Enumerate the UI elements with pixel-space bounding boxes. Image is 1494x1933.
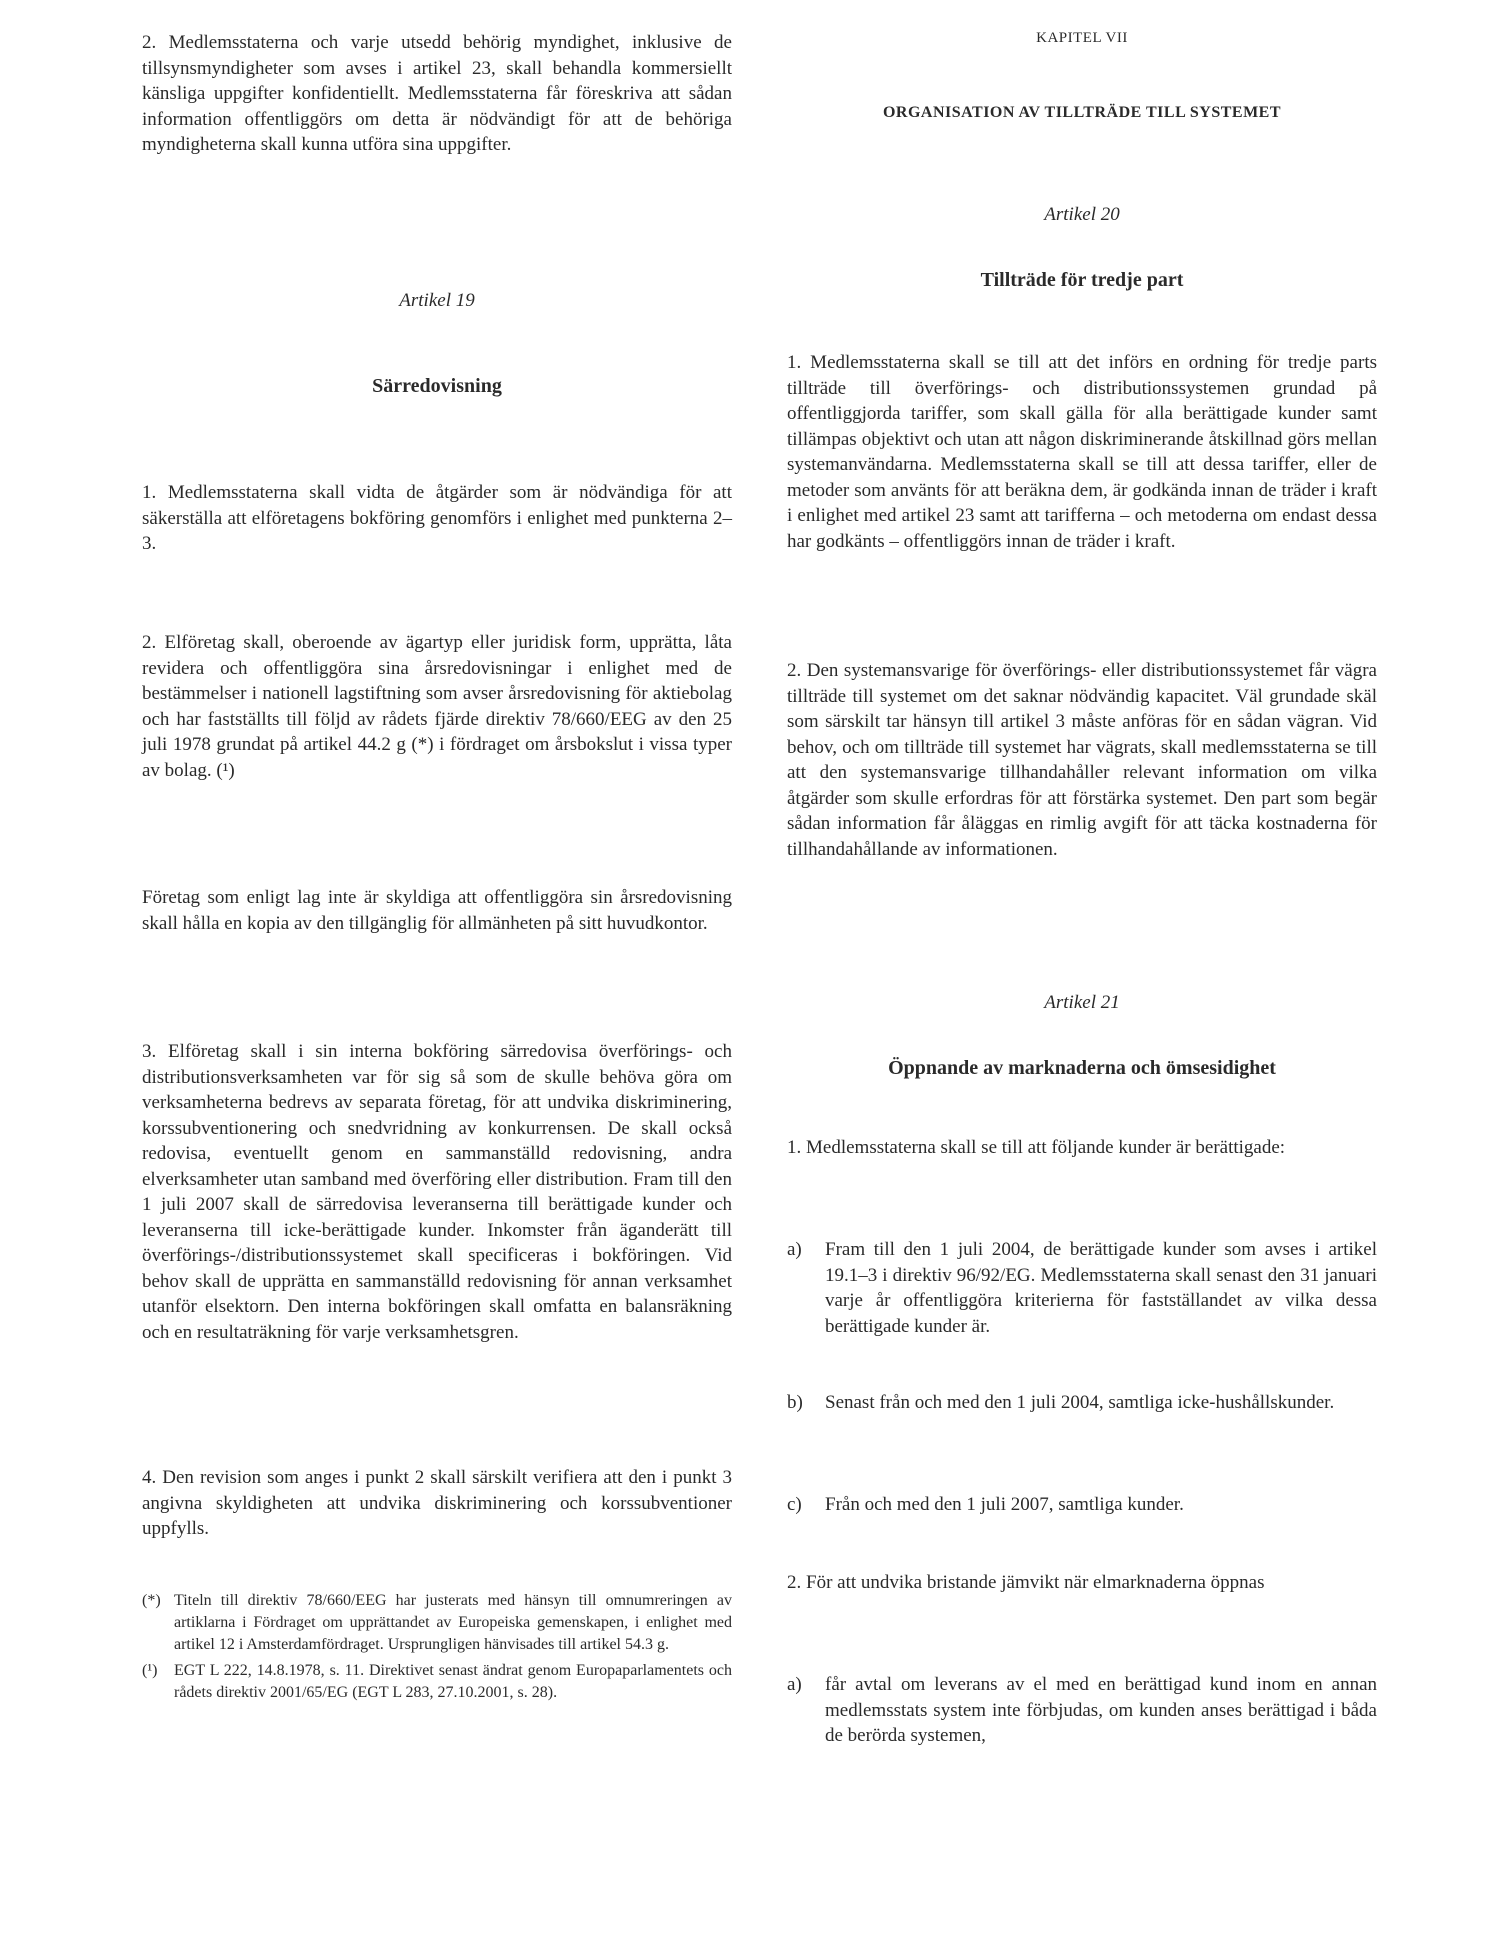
chapter-number: KAPITEL VII	[1036, 30, 1128, 46]
paragraph: 4. Den revision som anges i punkt 2 skall särskilt verifiera att den i punkt 3 angivna skyldigheten att undvika diskriminering och korssubventioner uppfylls.	[142, 1467, 732, 1539]
paragraph: 2. Medlemsstaterna och varje utsedd behörig myndighet, inklusive de tillsynsmyndigheter som avses i artikel 23, skall behandla kommersiellt känsliga uppgifter konfidentiellt. Medlemsstaterna får föreskriva att sådan information offentliggörs om detta är nödvändigt för att de behöriga myndigheterna skall kunna utföra sina uppgifter.	[142, 32, 732, 155]
list-label: c)	[787, 1494, 802, 1515]
article-title: Tillträde för tredje part	[980, 269, 1184, 291]
list-text: Från och med den 1 juli 2007, samtliga kunder.	[825, 1494, 1184, 1515]
paragraph: Företag som enligt lag inte är skyldiga att offentliggöra sin årsredovisning skall hålla en kopia av den tillgänglig för allmänheten på sitt huvudkontor.	[142, 887, 732, 934]
article-number: Artikel 19	[399, 290, 475, 311]
footnote-label: (*)	[142, 1592, 161, 1609]
footnote	[142, 1660, 732, 1704]
paragraph: 2. För att undvika bristande jämvikt när elmarknaderna öppnas	[787, 1572, 1265, 1593]
article-number: Artikel 20	[1044, 204, 1120, 225]
list-item	[787, 1237, 1377, 1339]
list-text: Fram till den 1 juli 2004, de berättigade kunder som avses i artikel 19.1–3 i direktiv 96/92/EG. Medlemsstaterna skall senast den 31 januari varje år offentliggöra kriterierna för fastställandet av vilka dessa berättigade kunder är.	[825, 1239, 1377, 1337]
list-text: får avtal om leverans av el med en berättigad kund inom en annan medlemsstats system inte förbjudas, om kunden anses berättigad i båda de berörda systemen,	[825, 1674, 1377, 1746]
article-title: Särredovisning	[372, 375, 502, 397]
article-title: Öppnande av marknaderna och ömsesidighet	[888, 1057, 1276, 1079]
footnote-label: (¹)	[142, 1662, 158, 1679]
paragraph: 3. Elföretag skall i sin interna bokföring särredovisa överförings- och distributionsverksamheten var för sig så som de skulle behöva göra om verksamheterna bedrevs av separata företag, för att undvika diskriminering, korssubventionering och snedvridning av konkurrensen. De skall också redovisa, eventuellt genom en sammanställd redovisning, andra elverksamheter utan samband med överföring eller distribution. Fram till den 1 juli 2007 skall de särredovisa leveranserna till berättigade kunder och leveranserna till icke-berättigade kunder. Inkomster från äganderätt till överförings-/distributionssystemet skall specificeras i bokföringen. Vid behov skall de upprätta en sammanställd redovisning för annan verksamhet utanför elsektorn. Den interna bokföringen skall omfatta en balansräkning och en resultaträkning för varje verksamhetsgren.	[142, 1041, 732, 1343]
paragraph: 1. Medlemsstaterna skall se till att det införs en ordning för tredje parts tillträde till överförings- och distributionssystemen grundad på offentliggjorda tariffer, som skall gälla för alla berättigade kunder samt tillämpas objektivt och utan att någon diskriminerande åtskillnad görs mellan systemanvändarna. Medlemsstaterna skall se till att dessa tariffer, eller de metoder som använts för att beräkna dem, är godkända innan de träder i kraft i enlighet med artikel 23 samt att tarifferna – och metoderna om endast dessa har godkänts – offentliggörs innan de träder i kraft.	[787, 352, 1377, 552]
list-text: Senast från och med den 1 juli 2004, samtliga icke-hushållskunder.	[825, 1392, 1335, 1413]
list-item	[787, 1672, 1377, 1749]
list-item	[787, 1390, 1377, 1416]
footnote-text: EGT L 222, 14.8.1978, s. 11. Direktivet senast ändrat genom Europaparlamentets och rådets direktiv 2001/65/EG (EGT L 283, 27.10.2001, s. 28).	[174, 1662, 732, 1701]
list-label: b)	[787, 1392, 803, 1413]
paragraph: 1. Medlemsstaterna skall vidta de åtgärder som är nödvändiga för att säkerställa att elföretagens bokföring genomförs i enlighet med punkterna 2–3.	[142, 482, 732, 554]
paragraph: 2. Elföretag skall, oberoende av ägartyp eller juridisk form, upprätta, låta revidera och offentliggöra sina årsredovisningar i enlighet med de bestämmelser i nationell lagstiftning som avser årsredovisning för aktiebolag och har fastställts till följd av rådets fjärde direktiv 78/660/EEG av den 25 juli 1978 grundat på artikel 44.2 g (*) i fördraget om årsbokslut i vissa typer av bolag. (¹)	[142, 632, 732, 781]
article-number: Artikel 21	[1044, 992, 1120, 1013]
paragraph: 1. Medlemsstaterna skall se till att följande kunder är berättigade:	[787, 1137, 1286, 1158]
chapter-title: ORGANISATION AV TILLTRÄDE TILL SYSTEMET	[882, 104, 1282, 121]
footnote-text: Titeln till direktiv 78/660/EEG har justerats med hänsyn till omnumreringen av artiklarna i Fördraget om upprättandet av Europeiska gemenskapen, i enlighet med artikel 12 i Amsterdamfördraget. Ursprungligen hänvisades till artikel 54.3 g.	[174, 1592, 732, 1653]
list-item	[787, 1492, 1377, 1518]
list-label: a)	[787, 1239, 802, 1260]
list-label: a)	[787, 1674, 802, 1695]
footnote	[142, 1590, 732, 1656]
paragraph: 2. Den systemansvarige för överförings- eller distributionssystemet får vägra tillträde till systemet om det saknar nödvändig kapacitet. Väl grundade skäl som särskilt tar hänsyn till artikel 3 måste anföras för en sådan vägran. Vid behov, och om tillträde till systemet har vägrats, skall medlemsstaterna se till att den systemansvarige tillhandahåller relevant information om vilka åtgärder som skulle erfordras för att förstärka systemet. Den part som begär sådan information får åläggas en rimlig avgift för att täcka kostnaderna för tillhandahållande av informationen.	[787, 660, 1377, 860]
